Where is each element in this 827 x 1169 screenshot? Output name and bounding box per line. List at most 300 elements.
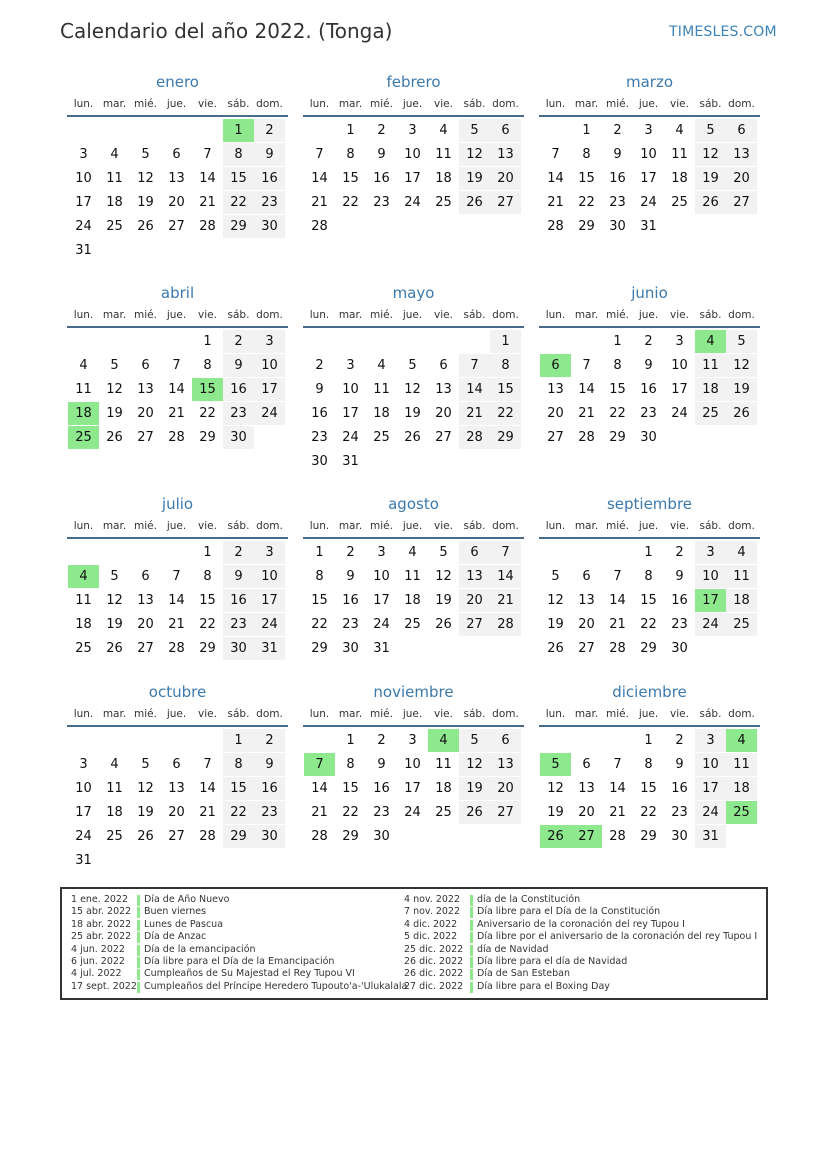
weekday-label: mié. <box>134 309 157 321</box>
weekday-label: jue. <box>166 520 187 532</box>
day-cell: 6 <box>141 569 150 584</box>
day-cell: 15 <box>342 171 359 186</box>
day-cell: 16 <box>609 171 626 186</box>
month-name: agosto <box>388 495 439 513</box>
weekday-label: dom. <box>492 708 519 720</box>
day-cell: 25 <box>695 402 726 425</box>
day-cell: 24 <box>75 829 92 844</box>
day-cell: 8 <box>223 143 254 166</box>
holiday-color-marker <box>470 920 473 931</box>
day-cell: 31 <box>75 853 92 868</box>
day-cell: 14 <box>311 171 328 186</box>
month-febrero <box>303 73 524 263</box>
day-cell: 12 <box>547 781 564 796</box>
day-cell: 25 <box>671 195 688 210</box>
header-rule <box>539 115 760 117</box>
holiday-name: Día libre para el Boxing Day <box>477 980 610 992</box>
day-cell: 20 <box>726 167 757 190</box>
day-cell: 2 <box>377 123 386 138</box>
day-cell: 30 <box>373 829 390 844</box>
day-cell: 28 <box>311 829 328 844</box>
day-cell: 10 <box>254 565 285 588</box>
day-cell: 16 <box>223 589 254 612</box>
day-cell: 27 <box>137 641 154 656</box>
weekday-label: lun. <box>309 708 330 720</box>
day-cell: 14 <box>490 565 521 588</box>
weekday-label: lun. <box>545 98 566 110</box>
day-cell: 20 <box>168 195 185 210</box>
day-cell: 4 <box>675 123 684 138</box>
day-cell: 16 <box>671 593 688 608</box>
day-cell: 19 <box>459 777 490 800</box>
day-cell: 27 <box>459 613 490 636</box>
day-cell: 21 <box>490 589 521 612</box>
day-cell: 3 <box>377 545 386 560</box>
weekday-label: sáb. <box>463 520 486 532</box>
day-cell: 18 <box>726 777 757 800</box>
day-cell: 26 <box>435 617 452 632</box>
day-cell: 19 <box>106 617 123 632</box>
month-julio <box>67 495 288 685</box>
day-cell: 7 <box>172 358 181 373</box>
holiday-entry <box>404 919 762 931</box>
header-rule <box>539 537 760 539</box>
day-cell: 11 <box>695 354 726 377</box>
day-cell: 12 <box>137 781 154 796</box>
day-cell: 12 <box>435 569 452 584</box>
weekday-label: sáb. <box>227 309 250 321</box>
holiday-day-cell: 25 <box>726 801 757 824</box>
site-link[interactable]: TIMESLES.COM <box>669 24 777 40</box>
day-cell: 13 <box>168 781 185 796</box>
day-cell: 18 <box>726 589 757 612</box>
holiday-entry <box>404 944 762 956</box>
day-cell: 9 <box>644 358 653 373</box>
day-cell: 26 <box>459 801 490 824</box>
weekday-label: dom. <box>492 520 519 532</box>
day-cell: 6 <box>459 541 490 564</box>
day-cell: 4 <box>377 358 386 373</box>
header-rule <box>67 725 288 727</box>
weekday-label: jue. <box>638 520 659 532</box>
month-junio <box>539 284 760 474</box>
day-cell: 17 <box>75 805 92 820</box>
day-cell: 9 <box>675 757 684 772</box>
holiday-color-marker <box>137 907 140 918</box>
day-cell: 15 <box>640 781 657 796</box>
day-cell: 24 <box>254 613 285 636</box>
day-cell: 8 <box>203 569 212 584</box>
day-cell: 21 <box>311 195 328 210</box>
day-cell: 13 <box>726 143 757 166</box>
day-cell: 30 <box>671 641 688 656</box>
day-cell: 7 <box>203 147 212 162</box>
day-cell: 22 <box>578 195 595 210</box>
day-cell: 9 <box>377 147 386 162</box>
day-cell: 18 <box>404 593 421 608</box>
month-diciembre <box>539 683 760 873</box>
holiday-name: día de Navidad <box>477 943 549 955</box>
month-septiembre <box>539 495 760 685</box>
day-cell: 7 <box>613 569 622 584</box>
day-cell: 9 <box>315 382 324 397</box>
day-cell: 19 <box>695 167 726 190</box>
day-cell: 5 <box>695 119 726 142</box>
weekday-label: vie. <box>198 309 217 321</box>
weekday-label: mar. <box>338 708 363 720</box>
day-cell: 7 <box>172 569 181 584</box>
holiday-color-marker <box>470 957 473 968</box>
day-cell: 17 <box>254 378 285 401</box>
day-cell: 24 <box>404 195 421 210</box>
day-cell: 2 <box>223 330 254 353</box>
weekday-label: sáb. <box>463 708 486 720</box>
weekday-label: mié. <box>606 98 629 110</box>
day-cell: 24 <box>75 219 92 234</box>
day-cell: 26 <box>695 191 726 214</box>
header-rule <box>303 537 524 539</box>
header-rule <box>67 537 288 539</box>
day-cell: 5 <box>408 358 417 373</box>
weekday-label: vie. <box>198 708 217 720</box>
day-cell: 6 <box>172 147 181 162</box>
day-cell: 20 <box>435 406 452 421</box>
month-enero <box>67 73 288 263</box>
header-rule <box>539 725 760 727</box>
day-cell: 23 <box>254 801 285 824</box>
holiday-day-cell: 15 <box>192 378 223 401</box>
day-cell: 17 <box>695 777 726 800</box>
day-cell: 22 <box>342 805 359 820</box>
day-cell: 14 <box>168 593 185 608</box>
weekday-label: mar. <box>102 708 127 720</box>
day-cell: 28 <box>578 430 595 445</box>
day-cell: 6 <box>172 757 181 772</box>
day-cell: 23 <box>254 191 285 214</box>
day-cell: 20 <box>168 805 185 820</box>
day-cell: 14 <box>311 781 328 796</box>
day-cell: 4 <box>79 358 88 373</box>
weekday-label: lun. <box>545 520 566 532</box>
day-cell: 22 <box>609 406 626 421</box>
weekday-label: vie. <box>198 98 217 110</box>
month-name: enero <box>156 73 199 91</box>
day-cell: 27 <box>168 829 185 844</box>
holiday-date: 1 ene. 2022 <box>71 894 128 905</box>
holiday-day-cell: 1 <box>223 119 254 142</box>
day-cell: 29 <box>311 641 328 656</box>
holiday-color-marker <box>470 907 473 918</box>
day-cell: 11 <box>726 565 757 588</box>
weekday-label: vie. <box>670 708 689 720</box>
day-cell: 5 <box>551 569 560 584</box>
weekday-label: mié. <box>606 520 629 532</box>
holiday-day-cell: 25 <box>68 426 99 449</box>
day-cell: 21 <box>459 402 490 425</box>
holiday-day-cell: 27 <box>571 825 602 848</box>
day-cell: 5 <box>439 545 448 560</box>
day-cell: 29 <box>342 829 359 844</box>
month-name: abril <box>160 284 195 302</box>
holiday-name: Día libre para el Día de la Emancipación <box>144 956 335 967</box>
holiday-name: Buen viernes <box>144 906 207 918</box>
day-cell: 15 <box>199 593 216 608</box>
day-cell: 19 <box>106 406 123 421</box>
day-cell: 30 <box>311 454 328 469</box>
day-cell: 30 <box>342 641 359 656</box>
day-cell: 18 <box>75 617 92 632</box>
day-cell: 2 <box>223 541 254 564</box>
day-cell: 23 <box>373 805 390 820</box>
weekday-label: mar. <box>102 520 127 532</box>
day-cell: 22 <box>640 617 657 632</box>
day-cell: 3 <box>644 123 653 138</box>
day-cell: 11 <box>435 757 452 772</box>
month-mayo <box>303 284 524 474</box>
weekday-label: dom. <box>492 98 519 110</box>
holiday-color-marker <box>470 969 473 980</box>
day-cell: 26 <box>726 402 757 425</box>
day-cell: 25 <box>435 805 452 820</box>
header-rule <box>539 326 760 328</box>
weekday-label: vie. <box>434 98 453 110</box>
day-cell: 22 <box>490 402 521 425</box>
day-cell: 17 <box>373 593 390 608</box>
day-cell: 26 <box>106 641 123 656</box>
day-cell: 27 <box>435 430 452 445</box>
day-cell: 21 <box>168 406 185 421</box>
day-cell: 19 <box>726 378 757 401</box>
day-cell: 23 <box>640 406 657 421</box>
holiday-date: 6 jun. 2022 <box>71 956 125 967</box>
holiday-date: 25 abr. 2022 <box>71 931 132 943</box>
holiday-name: Lunes de Pascua <box>144 918 224 930</box>
day-cell: 13 <box>137 593 154 608</box>
day-cell: 21 <box>199 195 216 210</box>
day-cell: 21 <box>578 406 595 421</box>
holiday-name: Día libre por el aniversario de la coronación del rey Tupou I <box>477 931 758 943</box>
day-cell: 14 <box>547 171 564 186</box>
month-name: septiembre <box>606 495 693 513</box>
day-cell: 3 <box>408 733 417 748</box>
day-cell: 29 <box>490 426 521 449</box>
day-cell: 22 <box>223 191 254 214</box>
day-cell: 19 <box>435 593 452 608</box>
holiday-entry <box>71 944 401 956</box>
day-cell: 19 <box>404 406 421 421</box>
day-cell: 27 <box>547 430 564 445</box>
holiday-day-cell: 4 <box>428 729 459 752</box>
day-cell: 1 <box>490 330 521 353</box>
holiday-day-cell: 7 <box>304 753 335 776</box>
day-cell: 29 <box>578 219 595 234</box>
day-cell: 23 <box>671 617 688 632</box>
day-cell: 2 <box>377 733 386 748</box>
day-cell: 31 <box>342 454 359 469</box>
day-cell: 1 <box>223 729 254 752</box>
day-cell: 29 <box>199 641 216 656</box>
day-cell: 10 <box>640 147 657 162</box>
day-cell: 7 <box>490 541 521 564</box>
day-cell: 28 <box>199 219 216 234</box>
day-cell: 26 <box>459 191 490 214</box>
day-cell: 15 <box>311 593 328 608</box>
day-cell: 8 <box>490 354 521 377</box>
weekday-label: jue. <box>638 309 659 321</box>
day-cell: 26 <box>137 829 154 844</box>
holiday-day-cell: 6 <box>540 354 571 377</box>
day-cell: 9 <box>254 143 285 166</box>
weekday-label: vie. <box>434 309 453 321</box>
weekday-label: mar. <box>574 708 599 720</box>
day-cell: 16 <box>254 167 285 190</box>
day-cell: 21 <box>609 617 626 632</box>
day-cell: 7 <box>582 358 591 373</box>
weekday-label: lun. <box>73 309 94 321</box>
day-cell: 11 <box>106 781 123 796</box>
day-cell: 17 <box>254 589 285 612</box>
holiday-date: 4 jul. 2022 <box>71 968 122 980</box>
weekday-label: lun. <box>73 520 94 532</box>
weekday-label: jue. <box>402 98 423 110</box>
holiday-entry <box>71 894 401 906</box>
day-cell: 6 <box>490 119 521 142</box>
day-cell: 12 <box>726 354 757 377</box>
day-cell: 13 <box>168 171 185 186</box>
weekday-label: jue. <box>166 309 187 321</box>
day-cell: 30 <box>254 215 285 238</box>
day-cell: 9 <box>613 147 622 162</box>
month-name: noviembre <box>373 683 454 701</box>
weekday-label: lun. <box>309 520 330 532</box>
day-cell: 14 <box>199 171 216 186</box>
weekday-label: mar. <box>338 98 363 110</box>
day-cell: 1 <box>346 123 355 138</box>
day-cell: 1 <box>582 123 591 138</box>
day-cell: 7 <box>613 757 622 772</box>
day-cell: 8 <box>223 753 254 776</box>
day-cell: 31 <box>75 243 92 258</box>
holiday-color-marker <box>137 932 140 943</box>
day-cell: 27 <box>137 430 154 445</box>
day-cell: 29 <box>640 641 657 656</box>
day-cell: 24 <box>342 430 359 445</box>
day-cell: 20 <box>137 406 154 421</box>
day-cell: 25 <box>106 829 123 844</box>
holiday-date: 26 dic. 2022 <box>404 956 464 967</box>
day-cell: 29 <box>199 430 216 445</box>
holiday-color-marker <box>137 945 140 956</box>
day-cell: 28 <box>459 426 490 449</box>
day-cell: 9 <box>254 753 285 776</box>
day-cell: 13 <box>490 143 521 166</box>
day-cell: 12 <box>404 382 421 397</box>
day-cell: 16 <box>223 378 254 401</box>
day-cell: 7 <box>459 354 490 377</box>
holiday-day-cell: 4 <box>726 729 757 752</box>
day-cell: 17 <box>404 171 421 186</box>
day-cell: 24 <box>254 402 285 425</box>
day-cell: 6 <box>582 757 591 772</box>
day-cell: 7 <box>315 147 324 162</box>
day-cell: 18 <box>373 406 390 421</box>
day-cell: 22 <box>342 195 359 210</box>
day-cell: 2 <box>315 358 324 373</box>
weekday-label: jue. <box>166 708 187 720</box>
day-cell: 23 <box>373 195 390 210</box>
header-rule <box>67 326 288 328</box>
day-cell: 3 <box>254 541 285 564</box>
day-cell: 31 <box>640 219 657 234</box>
day-cell: 10 <box>404 757 421 772</box>
day-cell: 21 <box>547 195 564 210</box>
day-cell: 24 <box>695 613 726 636</box>
day-cell: 19 <box>547 617 564 632</box>
holiday-name: Día de la emancipación <box>144 943 256 955</box>
weekday-label: mié. <box>606 708 629 720</box>
day-cell: 28 <box>168 641 185 656</box>
day-cell: 17 <box>640 171 657 186</box>
day-cell: 19 <box>137 805 154 820</box>
day-cell: 3 <box>695 541 726 564</box>
weekday-label: lun. <box>545 708 566 720</box>
day-cell: 22 <box>311 617 328 632</box>
day-cell: 23 <box>223 613 254 636</box>
day-cell: 1 <box>644 545 653 560</box>
weekday-label: vie. <box>434 520 453 532</box>
holiday-date: 4 nov. 2022 <box>404 894 460 905</box>
weekday-label: sáb. <box>463 98 486 110</box>
day-cell: 20 <box>490 777 521 800</box>
day-cell: 15 <box>223 167 254 190</box>
day-cell: 12 <box>695 143 726 166</box>
day-cell: 5 <box>459 119 490 142</box>
day-cell: 20 <box>547 406 564 421</box>
weekday-label: dom. <box>256 708 283 720</box>
weekday-label: sáb. <box>699 708 722 720</box>
day-cell: 12 <box>547 593 564 608</box>
day-cell: 3 <box>695 729 726 752</box>
day-cell: 15 <box>342 781 359 796</box>
weekday-label: jue. <box>638 98 659 110</box>
day-cell: 26 <box>106 430 123 445</box>
weekday-label: lun. <box>73 98 94 110</box>
month-agosto <box>303 495 524 685</box>
holiday-entry <box>404 956 762 968</box>
day-cell: 21 <box>168 617 185 632</box>
day-cell: 27 <box>168 219 185 234</box>
day-cell: 24 <box>404 805 421 820</box>
day-cell: 17 <box>671 382 688 397</box>
day-cell: 11 <box>106 171 123 186</box>
day-cell: 5 <box>459 729 490 752</box>
day-cell: 12 <box>459 143 490 166</box>
holiday-entry <box>404 894 762 906</box>
day-cell: 14 <box>609 593 626 608</box>
holiday-day-cell: 4 <box>68 565 99 588</box>
day-cell: 1 <box>203 334 212 349</box>
day-cell: 12 <box>106 593 123 608</box>
day-cell: 10 <box>671 358 688 373</box>
day-cell: 25 <box>404 617 421 632</box>
holiday-date: 26 dic. 2022 <box>404 968 464 980</box>
month-abril <box>67 284 288 474</box>
day-cell: 9 <box>675 569 684 584</box>
day-cell: 15 <box>490 378 521 401</box>
day-cell: 5 <box>141 757 150 772</box>
day-cell: 11 <box>671 147 688 162</box>
holiday-name: día de la Constitución <box>477 894 581 905</box>
